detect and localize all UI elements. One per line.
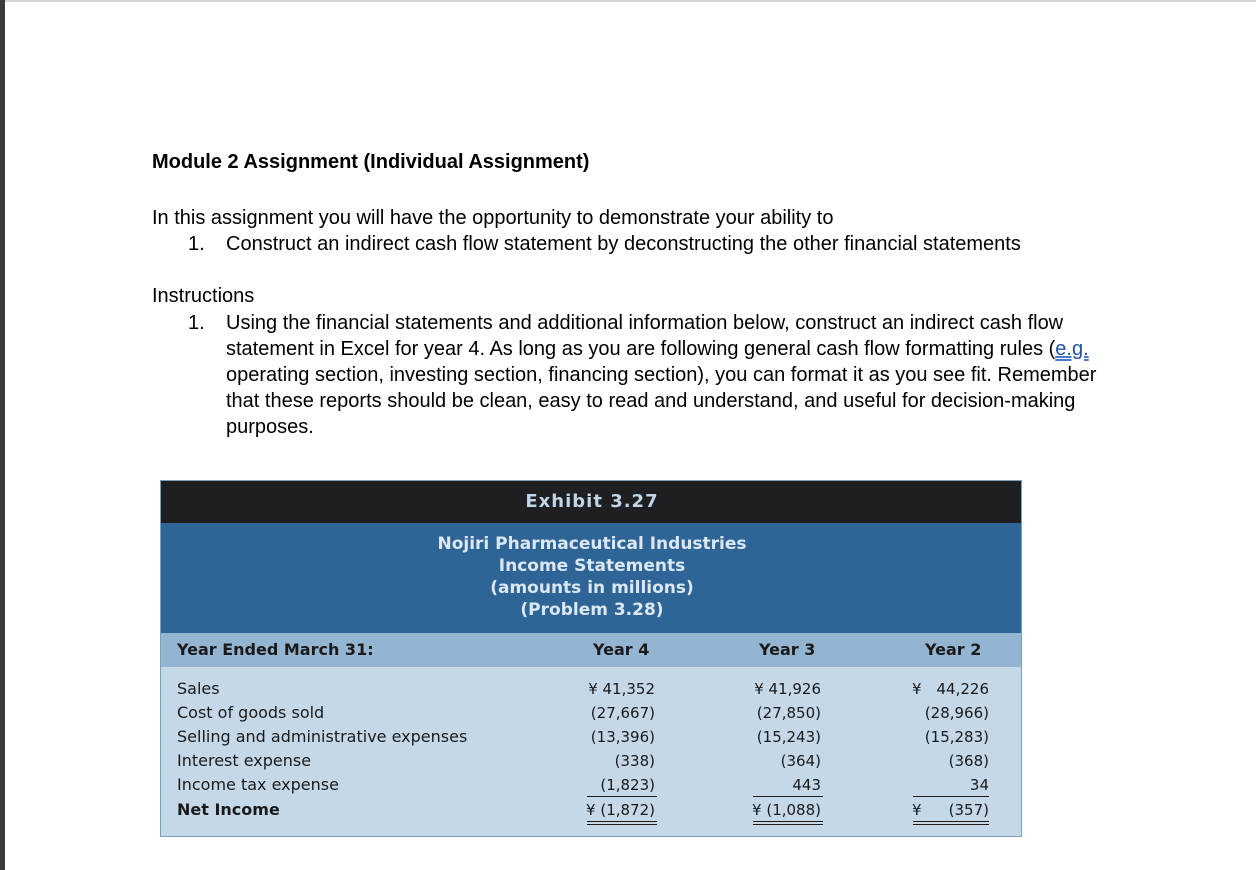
- instructions-heading: Instructions: [152, 285, 255, 307]
- page-left-edge: [0, 0, 5, 870]
- exhibit-income-statement: [160, 480, 1022, 837]
- column-header-year2: Year 2: [925, 640, 982, 659]
- cell-year4-net-income: ¥ (1,872): [586, 801, 655, 819]
- cell-year2-cogs: (28,966): [924, 704, 989, 722]
- exhibit-statement-name: Income Statements: [498, 556, 686, 576]
- cell-year3-interest: (364): [780, 752, 821, 770]
- row-label-sales: Sales: [177, 679, 220, 698]
- exhibit-problem-ref: (Problem 3.28): [520, 600, 664, 620]
- currency-symbol-year2-sales: ¥: [912, 680, 922, 698]
- currency-symbol-year2-net-income: ¥: [912, 801, 922, 819]
- column-header-label: Year Ended March 31:: [177, 640, 374, 659]
- cell-year3-cogs: (27,850): [756, 704, 821, 722]
- assignment-title: Module 2 Assignment (Individual Assignment): [152, 151, 590, 173]
- row-label-interest: Interest expense: [177, 751, 312, 770]
- instructions-list: [152, 310, 1112, 440]
- total-double-rule-year2: [913, 821, 989, 825]
- column-header-year4: Year 4: [593, 640, 650, 659]
- instruction-text-after: operating section, investing section, financing section), you can format it as you see fit. Remember that these reports should be clean, easy to read and understand, and useful for decision-making purposes.: [226, 364, 1097, 438]
- cell-year3-tax: 443: [792, 776, 821, 794]
- cell-year2-interest: (368): [948, 752, 989, 770]
- cell-year2-sales: 44,226: [936, 680, 989, 698]
- list-number: 1.: [188, 233, 205, 255]
- instruction-text-before: Using the financial statements and additional information below, construct an indirect cash flow statement in Excel for year 4. As long as you are following general cash flow formatting rules (: [226, 312, 1064, 360]
- subtotal-rule-year4: [587, 796, 657, 797]
- subtotal-rule-year3: [753, 796, 823, 797]
- cell-year4-sales: ¥ 41,352: [588, 680, 655, 698]
- page-top-edge: [0, 0, 1256, 2]
- intro-text: In this assignment you will have the opportunity to demonstrate your ability to: [152, 207, 834, 229]
- subtotal-rule-year2: [913, 796, 989, 797]
- eg-abbreviation: e.g.: [1055, 338, 1089, 360]
- cell-year3-net-income: ¥ (1,088): [752, 801, 821, 819]
- cell-year3-sales: ¥ 41,926: [754, 680, 821, 698]
- cell-year4-sga: (13,396): [590, 728, 655, 746]
- row-label-tax: Income tax expense: [177, 775, 339, 794]
- cell-year4-interest: (338): [614, 752, 655, 770]
- list-number: 1.: [188, 312, 205, 334]
- instruction-text: [226, 310, 1112, 440]
- exhibit-company: Nojiri Pharmaceutical Industries: [437, 534, 747, 554]
- cell-year2-tax: 34: [969, 776, 989, 794]
- cell-year4-cogs: (27,667): [590, 704, 655, 722]
- exhibit-units: (amounts in millions): [490, 578, 694, 598]
- cell-year2-sga: (15,283): [924, 728, 989, 746]
- row-label-net-income: Net Income: [177, 800, 280, 819]
- cell-year2-net-income: (357): [948, 801, 989, 819]
- total-double-rule-year4: [587, 821, 657, 825]
- column-header-year3: Year 3: [759, 640, 816, 659]
- row-label-cogs: Cost of goods sold: [177, 703, 325, 722]
- cell-year4-tax: (1,823): [600, 776, 655, 794]
- row-label-sga: Selling and administrative expenses: [177, 727, 468, 746]
- exhibit-number: Exhibit 3.27: [525, 491, 659, 512]
- objectives-list: [152, 231, 1112, 257]
- total-double-rule-year3: [753, 821, 823, 825]
- objective-text: Construct an indirect cash flow statement by deconstructing the other financial statements: [226, 233, 1021, 255]
- cell-year3-sga: (15,243): [756, 728, 821, 746]
